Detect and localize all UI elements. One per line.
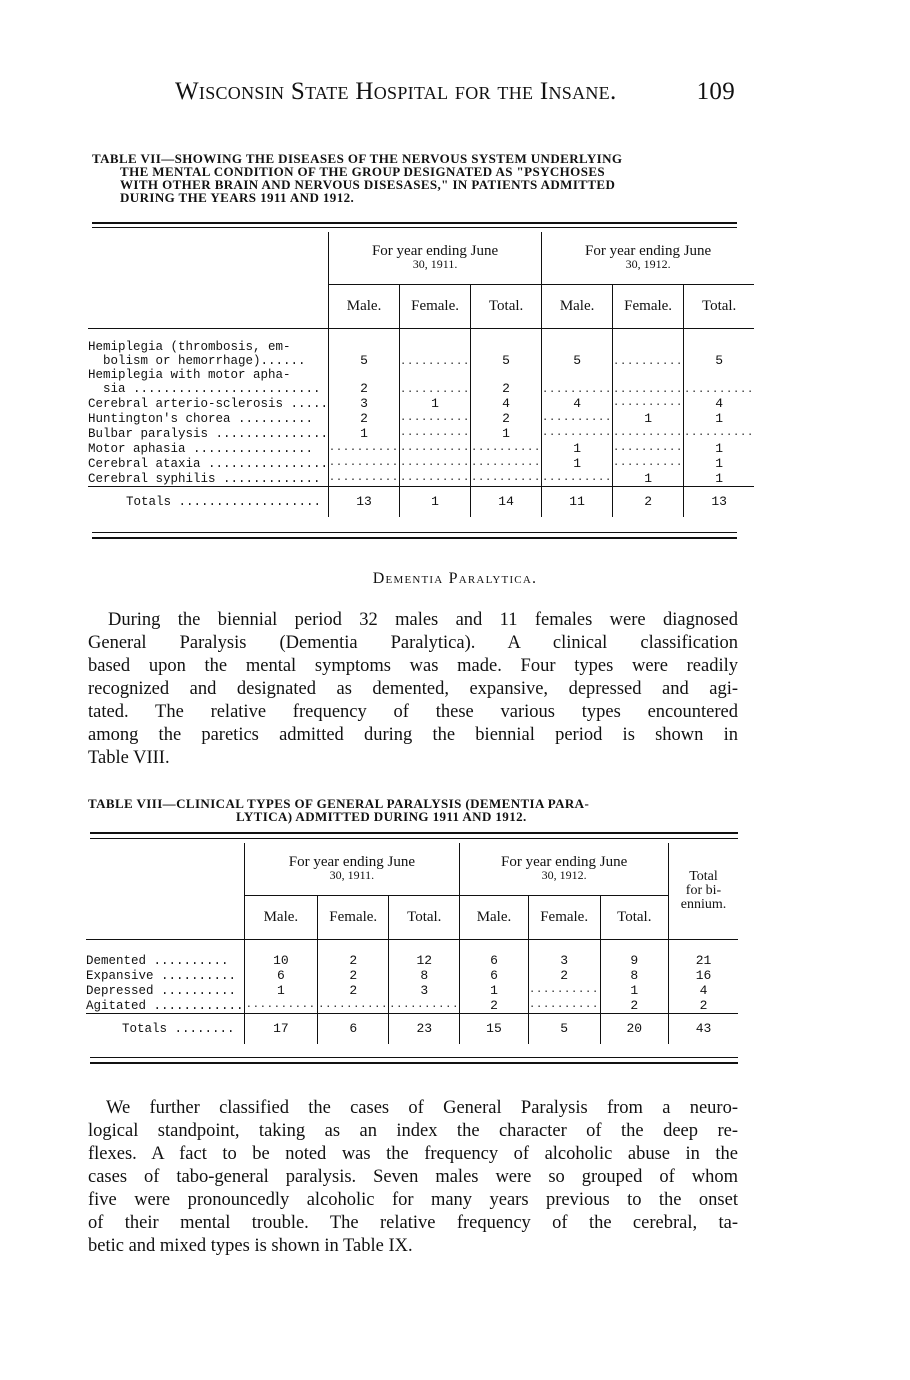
paragraph-line: General Paralysis (Dementia Paralytica). A clinical classification [88,633,738,653]
table7-top-rule [92,222,737,224]
cell: .......... [329,458,400,469]
cell: 6 [460,953,528,968]
table7-top-rule-thin [92,227,737,228]
row-label: Cerebral arterio-sclerosis ..... [88,396,329,411]
table7-caption-line: DURING THE YEARS 1911 AND 1912. [120,190,355,205]
cell: 1 [684,456,755,471]
cell: 5 [471,340,542,368]
cell: 17 [244,1014,318,1044]
cell: 43 [669,1014,739,1044]
running-head [175,78,735,106]
table8-caption [88,797,740,823]
cell: 1 [400,487,471,517]
cell: .......... [389,998,460,1014]
cell: .......... [318,998,389,1014]
cell: 1 [471,426,542,441]
cell: 10 [244,953,318,968]
cell: .......... [329,443,400,454]
table8-col-biennium [669,843,739,939]
table8-group-1912-l1: For year ending June [501,853,628,870]
cell: 6 [318,1014,389,1044]
paragraph-line: of their mental trouble. The relative frequency of the cerebral, ta- [88,1213,738,1233]
cell: 1 [684,471,755,487]
cell: 2 [329,411,400,426]
row-label: Cerebral syphilis ............. [88,471,321,486]
cell: 13 [684,487,755,517]
paragraph-line: betic and mixed types is shown in Table IX. [88,1236,413,1256]
table8-caption-line: LYTICA) ADMITTED DURING 1911 AND 1912. [236,809,527,824]
table8-bottom-rule [90,1062,738,1064]
paragraph-line: logical standpoint, taking as an index the character of the deep re- [88,1121,738,1141]
table8-top-rule [90,832,738,834]
cell: 21 [669,953,739,968]
cell: 4 [684,396,755,411]
cell: 5 [542,340,613,368]
paragraph-line: five were pronouncedly alcoholic for many years previous to the onset [88,1190,738,1210]
table8-group-1911-l1: For year ending June [288,853,415,870]
row-label: Motor aphasia ................ [88,441,314,456]
paragraph-line: recognized and designated as demented, expansive, depressed and agi- [88,679,738,699]
table-row [88,411,754,426]
cell: 2 [318,953,389,968]
cell: 16 [669,968,739,983]
table8-col-female: Female. [318,895,389,939]
cell: 2 [669,998,739,1014]
cell: .......... [613,443,684,454]
cell: 15 [460,1014,528,1044]
cell: 4 [669,983,739,998]
row-label: Agitated ............ [86,998,244,1013]
cell: 6 [460,968,528,983]
cell: 8 [389,968,460,983]
table8-caption-line: TABLE VIII—CLINICAL TYPES OF GENERAL PARALYSIS (DEMENTIA PARA- [88,796,590,811]
cell: 1 [684,411,755,426]
cell: .......... [471,458,542,469]
totals-row [86,1014,738,1044]
table-row [88,396,754,411]
table7-group-1911-l1: For year ending June [371,242,499,259]
cell: 5 [528,1014,600,1044]
paragraph-line: among the paretics admitted during the biennial period is shown in [88,725,738,745]
row-label: Cerebral ataxia ................ [88,456,329,471]
table7-stub-head [88,232,329,284]
cell: .......... [244,998,318,1014]
table7-caption [92,152,742,204]
table7-group-1912-l1: For year ending June [585,242,712,259]
cell: .......... [471,471,542,487]
table8-group-1911 [244,843,460,895]
cell: .......... [400,471,471,487]
cell: .......... [529,985,600,996]
cell: 1 [542,456,613,471]
cell: 1 [684,441,755,456]
row-label: Hemiplegia (thrombosis, em- bolism or hemorrhage)...... [88,340,306,368]
table7-group-1912-l2: 30, 1912. [625,256,671,271]
cell: 13 [329,487,400,517]
table8-col-total: Total. [389,895,460,939]
table-row [86,998,738,1014]
table7-col-male: Male. [329,284,400,328]
cell: 2 [329,368,400,396]
paragraph-line: flexes. A fact to be noted was the frequency of alcoholic abuse in the [88,1144,738,1164]
page-number: 109 [696,78,735,105]
cell: 1 [600,983,668,998]
table8-col-total: Total. [600,895,668,939]
cell: 2 [613,487,684,517]
paragraph-line: tated. The relative frequency of these various types encountered [88,702,738,722]
cell: .......... [542,368,613,396]
table7-col-male: Male. [542,284,613,328]
table8-col-male: Male. [244,895,318,939]
table8-group-1912-l2: 30, 1912. [541,867,587,882]
cell: 23 [389,1014,460,1044]
table-row [88,471,754,487]
table8-group-1912 [460,843,669,895]
table-row [88,441,754,456]
cell: 2 [600,998,668,1014]
cell: .......... [684,428,755,439]
cell: 2 [471,368,542,396]
cell: 1 [542,441,613,456]
cell: .......... [613,368,684,396]
table8-col-female: Female. [528,895,600,939]
table-row [88,368,754,396]
table-row [86,953,738,968]
cell: 11 [542,487,613,517]
cell: 9 [600,953,668,968]
cell: .......... [684,368,755,396]
table8-bottom-rule-thin [90,1057,738,1058]
totals-row [88,487,754,517]
cell: .......... [528,998,600,1014]
paragraph-2 [88,1097,738,1258]
cell: .......... [400,443,471,454]
cell: .......... [471,443,542,454]
table7-caption-line: THE MENTAL CONDITION OF THE GROUP DESIGNATED AS "PSYCHOSES [120,164,606,179]
row-label: Demented .......... [86,953,229,968]
table8-group-1911-l2: 30, 1911. [329,867,375,882]
cell: .......... [613,458,684,469]
cell: .......... [400,340,471,368]
table8-biennium-l3: ennium. [680,896,727,912]
table7-group-1911-l2: 30, 1911. [412,256,458,271]
cell: 8 [600,968,668,983]
cell: 3 [329,396,400,411]
table8 [86,843,738,1044]
paragraph-line: We further classified the cases of General Paralysis from a neuro- [106,1098,738,1118]
totals-label: Totals ........ [122,1021,235,1036]
row-label: Expansive .......... [86,968,237,983]
cell: 5 [684,340,755,368]
cell: .......... [542,471,613,487]
row-label: Depressed .......... [86,983,237,998]
cell: 5 [329,340,400,368]
cell: 1 [460,983,528,998]
cell: 3 [389,983,460,998]
cell: 2 [318,968,389,983]
table-row [88,456,754,471]
row-label: Bulbar paralysis ............... [88,426,329,441]
cell: .......... [329,471,400,487]
cell: .......... [400,413,471,424]
cell: 1 [244,983,318,998]
cell: 20 [600,1014,668,1044]
paragraph-line: During the biennial period 32 males and 11 females were diagnosed [108,610,738,630]
cell: .......... [400,368,471,396]
cell: .......... [613,428,684,439]
table7 [88,232,754,517]
cell: 6 [244,968,318,983]
cell: 12 [389,953,460,968]
table7-caption-line: WITH OTHER BRAIN AND NERVOUS DISESASES," IN PATIENTS ADMITTED [120,177,616,192]
table7-col-total: Total. [684,284,755,328]
cell: .......... [400,458,471,469]
cell: 1 [400,396,471,411]
table7-col-female: Female. [613,284,684,328]
cell: 2 [318,983,389,998]
cell: 4 [471,396,542,411]
cell: .......... [542,428,613,439]
cell: 4 [542,396,613,411]
paragraph-line: cases of tabo-general paralysis. Seven males were so grouped of whom [88,1167,738,1187]
table7-group-1911 [329,232,542,284]
table-row [86,968,738,983]
running-head-title: Wisconsin State Hospital for the Insane. [175,78,617,105]
table-row [88,426,754,441]
paragraph-line: Table VIII. [88,748,170,768]
cell: 2 [471,411,542,426]
paragraph-1 [88,609,738,770]
cell: 1 [613,471,684,487]
cell: 1 [329,426,400,441]
totals-label: Totals ................... [126,494,322,509]
table8-biennium-l1: Total [689,868,718,884]
cell: 14 [471,487,542,517]
cell: 2 [460,998,528,1014]
cell: 2 [528,968,600,983]
paragraph-line: based upon the mental symptoms was made. Four types were readily [88,656,738,676]
cell: .......... [613,340,684,368]
table-row [86,983,738,998]
table7-col-female: Female. [400,284,471,328]
table7-group-1912 [542,232,755,284]
table8-top-rule-thin [90,838,738,839]
table7-caption-line: TABLE VII—SHOWING THE DISEASES OF THE NERVOUS SYSTEM UNDERLYING [92,151,623,166]
table8-col-male: Male. [460,895,528,939]
table7-bottom-rule-thin [92,532,737,533]
cell: .......... [400,428,471,439]
table8-biennium-l2: for bi- [685,882,722,898]
table7-col-total: Total. [471,284,542,328]
cell: 3 [528,953,600,968]
cell: .......... [613,398,684,409]
cell: 1 [613,411,684,426]
row-label: Hemiplegia with motor apha- sia ......................... [88,368,321,396]
table-row [88,340,754,368]
table7-bottom-rule [92,537,737,539]
cell: .......... [542,413,613,424]
row-label: Huntington's chorea .......... [88,411,314,426]
section-heading: Dementia Paralytica. [372,570,538,587]
